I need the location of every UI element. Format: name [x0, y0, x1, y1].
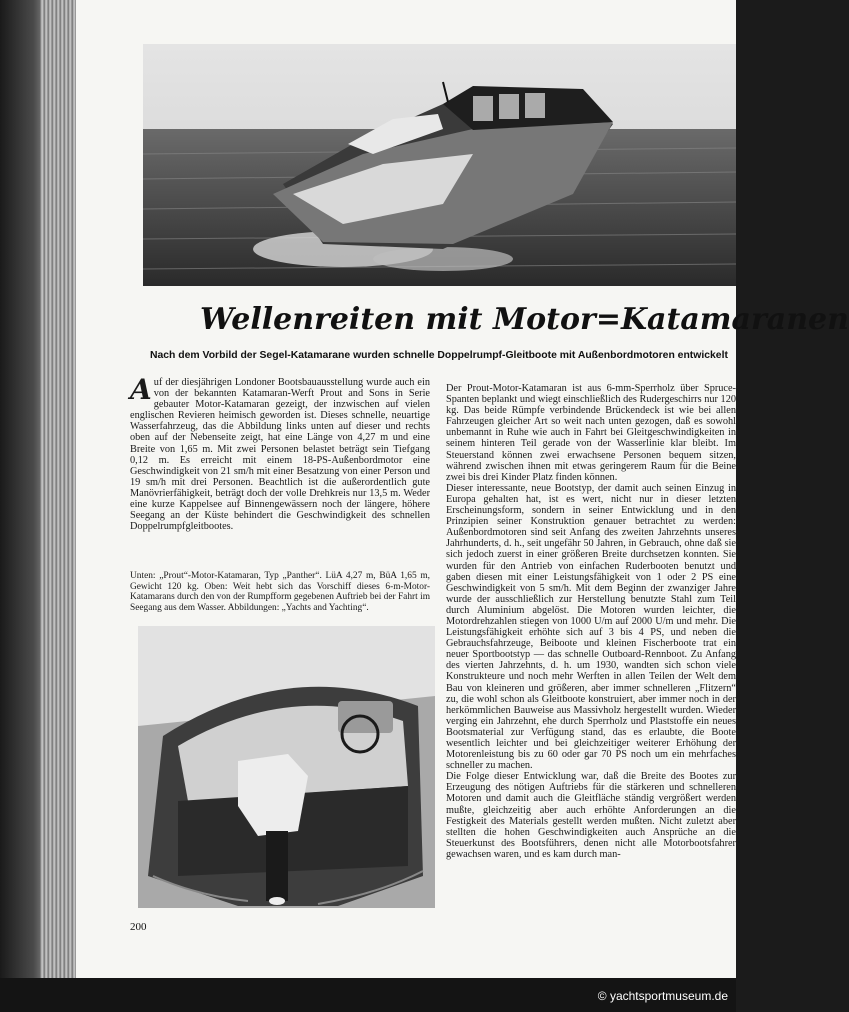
right-paragraph-3: Die Folge dieser Entwicklung war, daß die Breite des Bootes zur Erzeugung des nötigen Auftriebs für die stärkeren und schnelleren Motoren und damit auch die Gleitfläche ständig vergrößert werden mußte, gleichzeitig aber auch erhöhte Anforderungen an die Festigkeit des Materials gestellt werden mußten. Nicht zuletzt aber stellten die hohen Geschwindigkeiten auch Ansprüche an die Steuerkunst des Bootsführers, denen nicht alle Motorbootsfahrer gewachsen waren, und es kam durch man-	[446, 771, 736, 860]
left-column-text	[130, 373, 430, 533]
copyright-watermark: © yachtsportmuseum.de	[597, 989, 728, 1003]
intro-paragraph	[130, 373, 430, 533]
page-number: 200	[130, 921, 147, 933]
prout-catamaran-illustration	[138, 626, 435, 908]
top-photo-motor-catamaran	[143, 44, 736, 286]
catamaran-photo-illustration	[143, 44, 736, 286]
article-title: Wellenreiten mit Motor=Katamaranen	[200, 302, 849, 337]
right-paragraph-2: Dieser interessante, neue Bootstyp, der damit auch seinen Einzug in Europa gehalten hat, ist es wert, nicht nur in dieser letzten Erscheinungsform, sondern in seiner Entwicklung und in den Prinzipien seiner Konstruktion genauer betrachtet zu werden: Außenbordmotoren sind seit Anfang des zweiten Jahrzehnts unseres Jahrhunderts, d. h., seit ungefähr 50 Jahren, in Gebrauch, ohne daß sie sich jedoch zuerst in einer größeren Breite durchsetzen konnten. Sie wurden für den Antrieb von einfachen Ruderbooten benutzt und gaben diesen mit einer Leistungsfähigkeit von 1 oder 2 PS eine Geschwindigkeit von 5 sm/h. Mit dem Beginn der zwanziger Jahre wurde der ausschließlich zur Herstellung benutzte Stahl zum Teil durch Aluminium abgelöst. Die Motoren wurden leichter, die Motordrehzahlen stiegen von 1000 U/m auf 2000 U/m und mehr. Die Leistungsfähigkeit erhöhte sich auf 3 bis 4 PS, und neben die Gebrauchsfahrzeuge, Beiboote und kleinen Fischerboote trat ein neuer Sportbootstyp — das schnelle Outboard-Rennboot. Zu Anfang des vierten Jahrzehnts, d. h. um 1930, wandten sich schon viele Konstrukteure und noch mehr Werften in allen Teilen der Welt dem Bau von kleineren und größeren, aber immer schnelleren „Flitzern“ zu, die wohl schon als Gleitboote konstruiert, aber immer noch in der herkömmlichen Bauweise aus Massivholz hergestellt wurden. Wieder verging ein Jahrzehnt, ehe durch Sperrholz und Plaststoffe ein neues Bootsmaterial zur Verfügung stand, das es erlaubte, die Boote wesentlich leichter und bei gleichzeitiger weiterer Erhöhung der Motorenleistung bis zu 60 oder gar 70 PS noch um ein mehrfaches schneller zu machen.	[446, 482, 736, 772]
intro-paragraph-text: uf der diesjährigen Londoner Bootsbauausstellung wurde auch ein von der bekannten Katamaran-Werft Prout and Sons in Serie gebauter Motor-Katamaran gezeigt, der inzwischen auf vielen englischen Revieren heimisch geworden ist. Dieses schnelle, neuartige Wasserfahrzeug, das die Abbildung links unten auf dieser und rechts oben auf der Nebenseite zeigt, hat eine Länge von 4,27 m und eine Breite von 1,65 m. Mit zwei Personen belastet beträgt sein Tiefgang 0,12 m. Es erreicht mit einem 18-PS-Außenbordmotor eine Geschwindigkeit von 21 sm/h mit einer Besatzung von einer Person und 19 sm/h mit drei Personen. Beachtlich ist die außerordentlich gute Manövrierfähigkeit, beträgt doch der volle Drehkreis nur 13,5 m. Weder eine kurze Kappelsee auf Binnengewässern noch der längere, höhere Seegang an der Küste behindert die Geschwindigkeit des schnellen Doppelrumpfgleitbootes.	[130, 377, 430, 533]
book-page-edges	[40, 0, 80, 1012]
photo-caption: Unten: „Prout“-Motor-Katamaran, Typ „Panther“. LüA 4,27 m, BüA 1,65 m, Gewicht 120 kg. Oben: Weit hebt sich das Vorschiff dieses 6-m-Motor-Katamarans durch den von der Rumpfform gegebenen Auftrieb bei der Fahrt im Seegang aus dem Wasser. Abbildungen: „Yachts and Yachting“.	[130, 571, 430, 613]
bottom-photo-prout-catamaran	[138, 626, 435, 908]
dropcap-letter: A	[130, 373, 152, 406]
article-subtitle: Nach dem Vorbild der Segel-Katamarane wurden schnelle Doppelrumpf-Gleitboote mit Außenbordmotoren entwickelt	[150, 350, 728, 361]
right-column-text	[446, 383, 736, 860]
right-paragraph-1: Der Prout-Motor-Katamaran ist aus 6-mm-Sperrholz über Spruce-Spanten beplankt und wiegt einschließlich des Rudergeschirrs nur 120 kg. Das beide Rümpfe verbindende Brückendeck ist wie bei allen Fahrzeugen gleicher Art so weit nach unten gezogen, daß es sowohl unbemannt in Ruhe wie auch in Fahrt bei Gleitgeschwindigkeiten in seinem hinteren Teil gerade von der Wasserlinie klar bleibt. Im Steuerstand können zwei erwachsene Personen bequem sitzen, während zwischen ihnen mit etwas geringerem Raum für die Beine zwei bis drei Kinder Platz finden können.	[446, 383, 736, 483]
